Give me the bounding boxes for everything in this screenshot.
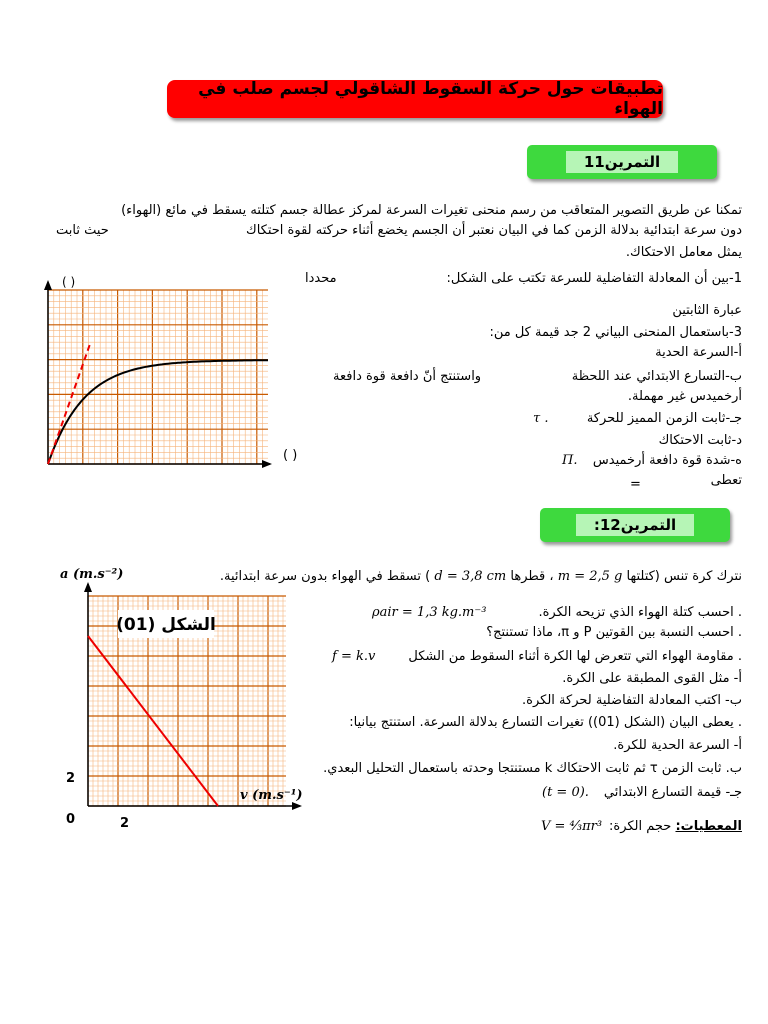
ex12-y-axis-label: a (m.s⁻²) — [60, 567, 124, 582]
ex11-intro-line2: دون سرعة ابتدائية بدلالة الزمن كما في البيان نعتبر أن الجسم يخضع أثناء حركته لقوة احتكاك — [245, 223, 742, 238]
exercise-12-heading: التمرين12: — [540, 508, 730, 542]
ex12-x-axis-label: v (m.s⁻¹) — [240, 788, 303, 803]
page-title: تطبيقات حول حركة السقوط الشاقولي لجسم صلب في الهواء — [167, 80, 663, 118]
ex12-line-9: جـ- قيمة التسارع الابتدائي — [603, 785, 742, 800]
ex11-x-arrow — [262, 460, 272, 468]
exercise-11-heading: التمرين11 — [527, 145, 717, 179]
ex11-question-3c: جـ-ثابت الزمن المميز للحركة — [586, 411, 742, 426]
ex11-question-3e: ه-شدة قوة دافعة أرخميدس — [592, 453, 742, 468]
ex12-line-6: . يعطى البيان (الشكل (01)) تغيرات التسارع بدلالة السرعة. استنتج بيانيا: — [349, 715, 742, 730]
ex11-question-3a: أ-السرعة الحدية — [655, 345, 742, 360]
ex11-intro-tail: حيث ثابت — [56, 223, 109, 238]
ex12-line-3: . مقاومة الهواء التي تتعرض لها الكرة أثناء السقوط من الشكل — [408, 649, 742, 664]
ex11-question-3b: ب-التسارع الابتدائي عند اللحظة — [571, 369, 742, 384]
ex11-question-3d: د-ثابت الاحتكاك — [658, 433, 742, 448]
ex11-question-1-tail: محددا — [305, 271, 337, 286]
ex12-origin: 0 — [66, 812, 76, 827]
ex11-intro-line1: تمكنا عن طريق التصوير المتعاقب من رسم منحنى تغيرات السرعة لمركز عطالة جسم كتلته يسقط في مائع (الهواء) — [121, 203, 742, 218]
ex12-line-1: . احسب كتلة الهواء الذي تزيحه الكرة. — [538, 605, 742, 620]
ex12-line-4: أ- مثل القوى المطبقة على الكرة. — [562, 671, 742, 686]
ex12-x-tick-2: 2 — [120, 816, 130, 831]
ex12-given: المعطيات: حجم الكرة: — [609, 819, 742, 834]
ex11-question-3b-line2: أرخميدس غير مهملة. — [627, 389, 742, 404]
ex11-y-arrow — [44, 280, 52, 290]
ex12-y-tick-2: 2 — [66, 771, 76, 786]
ex11-pi-symbol: Π. — [562, 453, 578, 468]
ex11-equals-sign: = — [630, 477, 641, 492]
ex11-grid — [48, 290, 268, 464]
ex12-line-7: أ- السرعة الحدية للكرة. — [613, 738, 742, 753]
ex11-question-3: 3-باستعمال المنحنى البياني 2 جد قيمة كل من: — [489, 325, 742, 340]
ex11-velocity-graph — [40, 276, 280, 472]
ex11-x-unit: ( ) — [283, 448, 298, 463]
ex12-friction-law: f = k.v — [332, 649, 376, 664]
ex11-tangent-line — [48, 344, 90, 464]
ex12-y-arrow — [84, 582, 92, 592]
ex11-given: تعطى — [710, 473, 742, 488]
ex11-intro-line3: يمثل معامل الاحتكاك. — [625, 245, 742, 260]
ex12-air-density: ρair = 1,3 kg.m⁻³ — [372, 605, 487, 620]
ex12-line-5: ب- اكتب المعادلة التفاضلية لحركة الكرة. — [522, 693, 742, 708]
ex12-sphere-volume: V = ⁴⁄₃πr³ — [541, 819, 603, 834]
ex11-tau-symbol: τ . — [533, 411, 549, 426]
ex12-line-8: ب. ثابت الزمن τ ثم ثابت الاحتكاك k مستنتجا وحدته باستعمال التحليل البعدي. — [323, 761, 742, 776]
ex12-line-2: . احسب النسبة بين القوتين P و π، ماذا تستنتج؟ — [486, 625, 742, 640]
ex12-intro: نترك كرة تنس (كتلتها m = 2,5 g ، قطرها d = 3,8 cm ) تسقط في الهواء بدون سرعة ابتدائية. — [219, 569, 742, 584]
ex11-question-1b: عبارة الثابتين — [672, 303, 742, 318]
ex12-initial-time: (t = 0). — [542, 785, 589, 800]
ex11-question-1: 1-بين أن المعادلة التفاضلية للسرعة تكتب على الشكل: — [446, 271, 742, 286]
ex12-figure-label: الشكل (01) — [116, 615, 216, 635]
ex11-y-unit: ( ) — [62, 276, 76, 289]
ex11-question-3b-tail: واستنتج أنّ دافعة قوة دافعة — [333, 369, 482, 384]
